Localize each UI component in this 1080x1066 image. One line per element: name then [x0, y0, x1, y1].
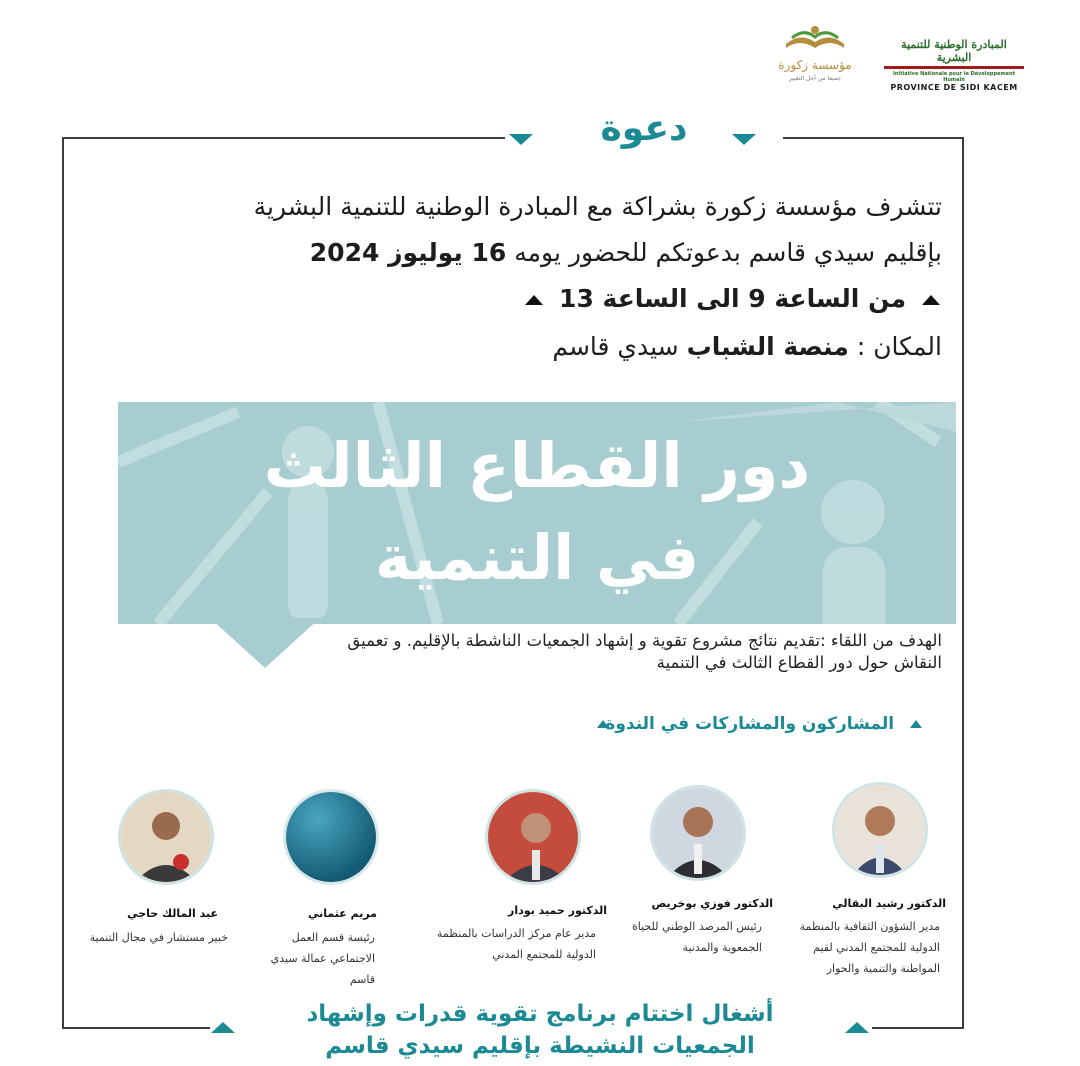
triangle-up-icon — [922, 295, 940, 305]
avatar-placeholder — [283, 789, 379, 885]
participant-role: خبير مستشار في مجال التنمية — [89, 931, 228, 944]
participants-heading-text: المشاركون والمشاركات في الندوة — [605, 714, 895, 734]
participant-name: الدكتور فوزي بوخريص — [651, 897, 773, 910]
invitation-line-2 — [310, 238, 942, 267]
participant-role: رئيسة قسم العمل الاجتماعي عمالة سيدي قاسم — [270, 931, 375, 986]
banner-title — [118, 420, 956, 604]
invitation-title: دعوة — [600, 108, 688, 149]
zakoura-tagline: جميعا من أجل التغيير — [788, 75, 842, 82]
participant-name: مريم عثماني — [307, 907, 377, 920]
event-time: من الساعة 9 الى الساعة 13 — [559, 284, 907, 313]
avatar — [832, 782, 928, 878]
participant-name: الدكتور حميد بودار — [508, 904, 607, 917]
meeting-goal: الهدف من اللقاء :تقديم نتائج مشروع تقوية و إشهاد الجمعيات الناشطة بالإقليم. و تعميق النقاش حول دور القطاع الثالث في التنمية — [347, 631, 942, 672]
invitation-line-1: تتشرف مؤسسة زكورة بشراكة مع المبادرة الوطنية للتنمية البشرية — [253, 192, 942, 221]
place-name-bold: منصة الشباب — [686, 332, 849, 361]
indh-french-name: Initiative Nationale pour le Développement Humain — [892, 71, 1016, 83]
participant-role: مدير الشؤون الثقافية بالمنظمة الدولية للمجتمع المدني لقيم المواطنة والتنمية والحوار — [799, 920, 940, 975]
event-time-row — [525, 284, 940, 313]
indh-logo — [884, 38, 1024, 92]
participants-heading — [605, 714, 922, 734]
event-date: 16 يوليوز 2024 — [309, 238, 507, 267]
participant-name: الدكتور رشيد البقالي — [832, 897, 946, 910]
avatar — [118, 789, 214, 885]
indh-divider — [884, 66, 1024, 69]
place-city: سيدي قاسم — [552, 332, 679, 361]
triangle-up-icon — [910, 720, 922, 728]
avatar — [650, 785, 746, 881]
invitation-line-2-text: بإقليم سيدي قاسم بدعوتكم للحضور يومه — [514, 238, 942, 267]
participant-role: مدير عام مركز الدراسات بالمنظمة الدولية للمجتمع المدني — [437, 927, 596, 961]
footer-line-1: أشغال اختتام برنامج تقوية قدرات وإشهاد — [306, 1001, 774, 1027]
triangle-up-icon — [525, 295, 543, 305]
participant-name: عبد المالك حاجي — [127, 907, 218, 920]
banner-title-line-2: في التنمية — [374, 521, 700, 594]
indh-province: PROVINCE DE SIDI KACEM — [890, 83, 1018, 92]
participant-role: رئيس المرصد الوطني للحياة الجمعوية والمدنية — [631, 920, 762, 954]
footer-title — [170, 998, 910, 1062]
banner-title-line-1: دور القطاع الثالث — [263, 429, 811, 502]
indh-arabic-name: المبادرة الوطنية للتنمية البشرية — [901, 38, 1007, 64]
zakoura-name: مؤسسة زكورة — [778, 58, 852, 72]
triangle-up-icon — [597, 720, 609, 728]
avatar — [485, 789, 581, 885]
place-label: المكان : — [856, 332, 942, 361]
footer-line-2: الجمعيات النشيطة بإقليم سيدي قاسم — [325, 1033, 755, 1059]
zakoura-logo — [770, 22, 860, 102]
open-book-icon — [780, 22, 850, 52]
event-place-row — [552, 332, 942, 361]
